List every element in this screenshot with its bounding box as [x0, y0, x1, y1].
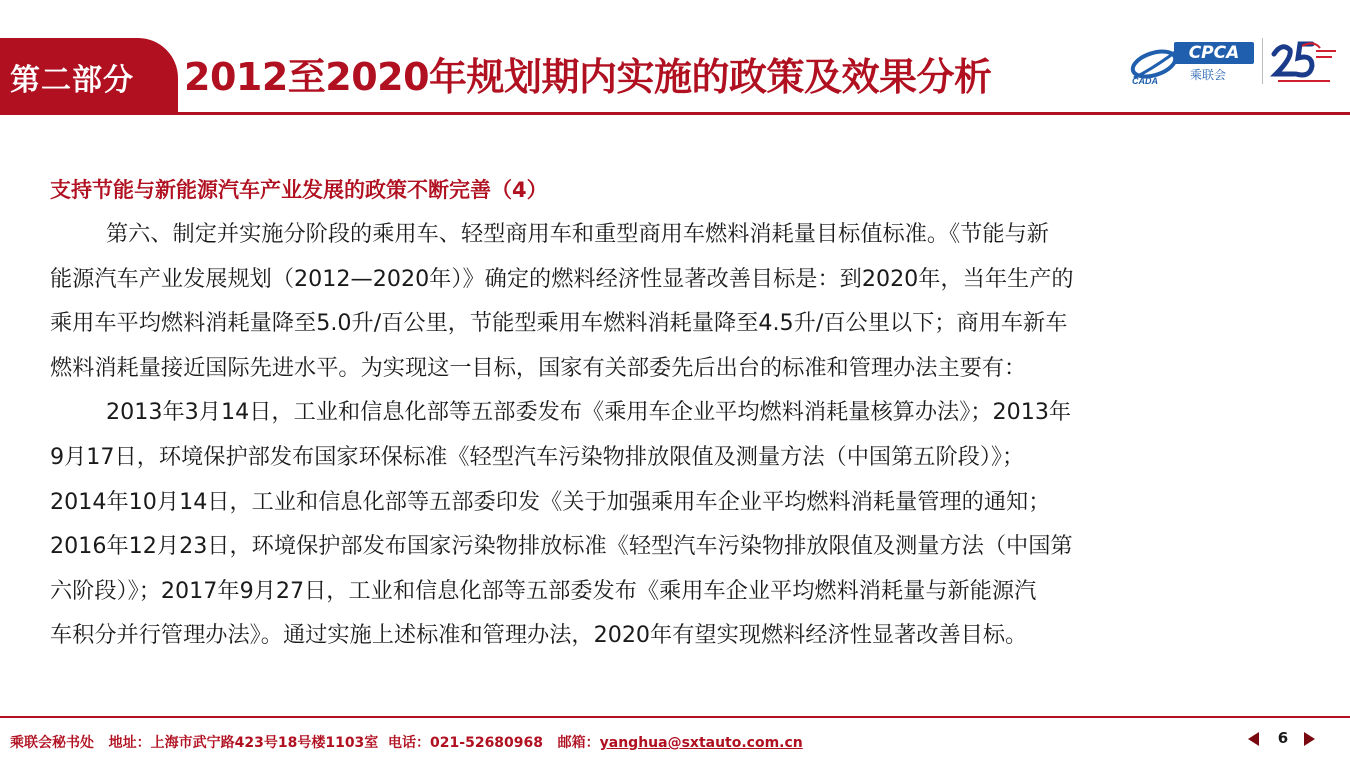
paragraph-line: 乘用车平均燃料消耗量降至5.0升/百公里，节能型乘用车燃料消耗量降至4.5升/百公里以下；商用车新车 — [50, 310, 1068, 337]
footer-address: 地址：上海市武宁路423号18号楼1103室 — [108, 735, 379, 751]
paragraph-line: 2014年10月14日，工业和信息化部等五部委印发《关于加强乘用车企业平均燃料消耗量管理的通知； — [50, 488, 1051, 515]
page-title: 2012至2020年规划期内实施的政策及效果分析 — [184, 55, 992, 99]
footer-contact — [10, 732, 803, 752]
footer-divider — [0, 716, 1350, 718]
footer-phone: 电话：021-52680968 — [388, 735, 544, 751]
footer-email-label: 邮箱： — [557, 735, 600, 751]
body-text — [50, 212, 1290, 658]
slide-pager — [1238, 728, 1328, 752]
paragraph-line: 六阶段）》；2017年9月27日，工业和信息化部等五部委发布《乘用车企业平均燃料消耗量与新能源汽 — [50, 577, 1037, 604]
paragraph-line: 车积分并行管理办法》。通过实施上述标准和管理办法，2020年有望实现燃料经济性显著改善目标。 — [50, 622, 1028, 649]
paragraph-line: 9月17日，环境保护部发布国家环保标准《轻型汽车污染物排放限值及测量方法（中国第五阶段）》； — [50, 443, 1025, 470]
paragraph-line: 2013年3月14日，工业和信息化部等五部委发布《乘用车企业平均燃料消耗量核算办法》；2013年 — [106, 399, 1072, 426]
paragraph-standards-list — [50, 390, 1290, 658]
footer-email-link[interactable]: yanghua@sxtauto.com.cn — [599, 735, 803, 751]
footer-org: 乘联会秘书处 — [10, 735, 94, 751]
content-subtitle: 支持节能与新能源汽车产业发展的政策不断完善（4） — [50, 178, 548, 202]
page-number: 6 — [1277, 729, 1289, 747]
paragraph-line: 燃料消耗量接近国际先进水平。为实现这一目标，国家有关部委先后出台的标准和管理办法主要有： — [50, 354, 1027, 381]
cpca-logo — [1128, 38, 1256, 88]
anniversary-25-logo — [1268, 36, 1338, 86]
logo-separator — [1262, 38, 1263, 84]
section-label: 第二部分 — [10, 63, 134, 98]
header-divider — [0, 112, 1350, 115]
cpca-subtext: 乘联会 — [1190, 68, 1227, 82]
cpca-badge: CPCA — [1174, 42, 1254, 64]
next-slide-icon[interactable] — [1304, 732, 1315, 746]
paragraph-line: 能源汽车产业发展规划（2012—2020年）》确定的燃料经济性显著改善目标是：到2020年，当年生产的 — [50, 265, 1074, 292]
paragraph-fuel-targets — [50, 212, 1290, 390]
slide-content — [50, 170, 1290, 658]
slide-header — [0, 0, 1350, 116]
previous-slide-icon[interactable] — [1248, 732, 1259, 746]
svg-text:CADA: CADA — [1132, 76, 1158, 86]
paragraph-line: 2016年12月23日，环境保护部发布国家污染物排放标准《轻型汽车污染物排放限值及测量方法（中国第 — [50, 533, 1073, 560]
paragraph-line: 第六、制定并实施分阶段的乘用车、轻型商用车和重型商用车燃料消耗量目标值标准。《节能与新 — [106, 221, 1049, 247]
